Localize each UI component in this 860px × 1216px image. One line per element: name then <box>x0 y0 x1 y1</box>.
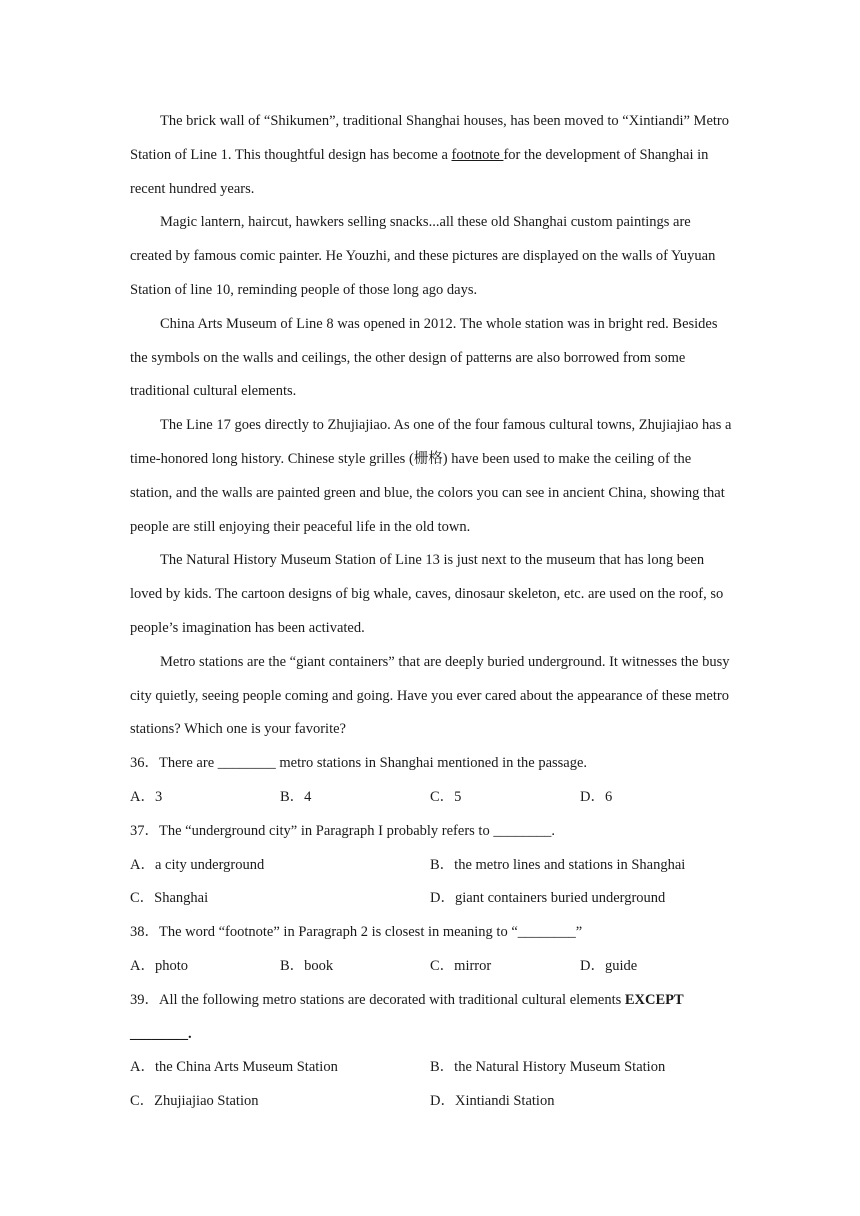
paragraph-1 <box>130 105 735 206</box>
question-39-stem <box>130 984 735 1018</box>
question-38-stem: 38．The word “footnote” in Paragraph 2 is closest in meaning to “________” <box>130 924 583 941</box>
option-c: C．5 <box>430 788 462 805</box>
option-d: D．6 <box>580 788 613 805</box>
paragraph-1-text-b: for the development of Shanghai in recent hundred years. <box>130 146 709 197</box>
option-a: A．photo <box>130 957 188 974</box>
question-38-options <box>130 950 735 984</box>
paragraph-1-text-a: The brick wall of “Shikumen”, traditional Shanghai houses, has been moved to “Xintiandi” Metro Station of Line 1. This thoughtful design has become a <box>130 113 729 163</box>
paragraph-4: The Line 17 goes directly to Zhujiajiao. As one of the four famous cultural towns, Zhujiajiao has a time-honored long history. Chinese style grilles (栅格) have been used to make the ceiling of the station, and the walls are painted green and blue, the colors you can see in ancient China, showing that people are still enjoying their peaceful life in the old town. <box>130 417 732 535</box>
underlined-footnote: footnote <box>451 146 504 163</box>
option-d: D．guide <box>580 957 638 974</box>
option-c: C．mirror <box>430 957 492 974</box>
question-37-stem: 37．The “underground city” in Paragraph I probably refers to ________. <box>130 822 555 839</box>
question-39-stem-text: 39．All the following metro stations are decorated with traditional cultural elements <box>130 991 625 1008</box>
question-39-blank: ________. <box>130 1025 192 1042</box>
option-b: B．book <box>280 957 334 974</box>
question-39-options-row2 <box>130 1085 735 1119</box>
paragraph-3: China Arts Museum of Line 8 was opened in 2012. The whole station was in bright red. Besides the symbols on the walls and ceilings, the other design of patterns are also borrowed from some traditional cultural elements. <box>130 315 718 400</box>
question-39-options-row1 <box>130 1051 735 1085</box>
option-b: B．the Natural History Museum Station <box>430 1059 666 1076</box>
question-36-options <box>130 781 735 815</box>
option-d: D．Xintiandi Station <box>430 1093 555 1110</box>
option-b: B．4 <box>280 788 312 805</box>
question-36-stem: 36．There are ________ metro stations in Shanghai mentioned in the passage. <box>130 755 588 772</box>
paragraph-6: Metro stations are the “giant containers” that are deeply buried underground. It witnesses the busy city quietly, seeing people coming and going. Have you ever cared about the appearance of these metro stations? Which one is your favorite? <box>130 653 730 738</box>
option-a: A．3 <box>130 788 163 805</box>
option-a: A．the China Arts Museum Station <box>130 1059 338 1076</box>
question-37-options-row1 <box>130 849 735 883</box>
option-c: C．Zhujiajiao Station <box>130 1093 259 1110</box>
question-37-options-row2 <box>130 882 735 916</box>
option-b: B．the metro lines and stations in Shanghai <box>430 856 686 873</box>
question-39-except: EXCEPT <box>624 991 684 1008</box>
option-c: C．Shanghai <box>130 890 209 907</box>
option-a: A．a city underground <box>130 856 265 873</box>
option-d: D．giant containers buried underground <box>430 890 666 907</box>
passage-content <box>130 105 735 1119</box>
paragraph-2: Magic lantern, haircut, hawkers selling snacks...all these old Shanghai custom paintings are created by famous comic painter. He Youzhi, and these pictures are displayed on the walls of Yuyuan Station of line 10, reminding people of those long ago days. <box>130 214 716 298</box>
paragraph-5: The Natural History Museum Station of Line 13 is just next to the museum that has long been loved by kids. The cartoon designs of big whale, caves, dinosaur skeleton, etc. are used on the roof, so people’s imagination has been activated. <box>130 552 724 636</box>
question-39-stem-line2 <box>130 1018 735 1052</box>
